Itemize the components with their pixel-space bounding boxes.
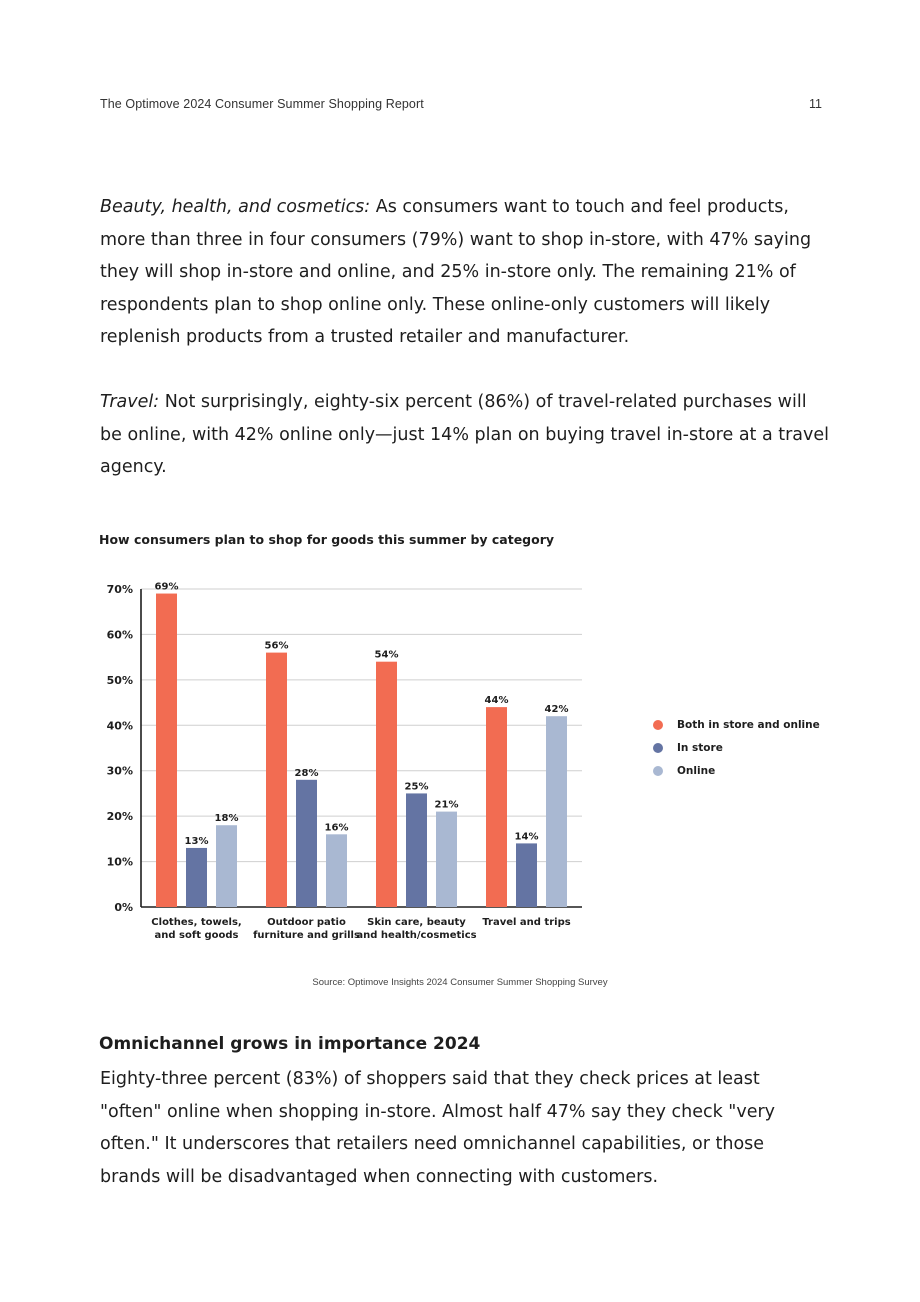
legend-item-online (653, 759, 820, 782)
bar-online (216, 825, 237, 907)
bar-both (156, 594, 177, 907)
x-tick-label: Clothes, towels, (151, 917, 242, 928)
data-label: 25% (404, 781, 429, 793)
bar-online (326, 834, 347, 907)
data-label: 18% (214, 813, 239, 825)
y-tick-label: 10% (106, 855, 133, 869)
bar-in-store (186, 848, 207, 907)
chart-source: Source: Optimove Insights 2024 Consumer Summer Shopping Survey (312, 977, 608, 988)
bar-both (266, 653, 287, 907)
bar-online (546, 716, 567, 907)
x-tick-label: and health/cosmetics (356, 930, 477, 941)
y-tick-label: 0% (114, 901, 133, 914)
page-number: 11 (809, 97, 822, 111)
y-tick-label: 60% (106, 628, 133, 642)
x-tick-label: furniture and grills (253, 930, 360, 941)
x-tick-label: Outdoor patio (267, 917, 346, 928)
bar-in-store (406, 793, 427, 907)
data-label: 14% (514, 831, 539, 843)
bar-both (486, 707, 507, 907)
x-tick-label: Travel and trips (482, 917, 571, 928)
legend-item-both (653, 713, 820, 736)
data-label: 56% (264, 640, 289, 652)
data-label: 28% (294, 767, 319, 779)
data-label: 13% (184, 835, 209, 847)
legend-label-in-store: In store (677, 741, 723, 754)
x-tick-label: Skin care, beauty (367, 917, 466, 928)
x-tick-label: and soft goods (154, 930, 239, 941)
y-tick-label: 50% (106, 673, 133, 687)
legend-swatch-online (653, 766, 663, 776)
bar-in-store (516, 843, 537, 907)
legend-swatch-in-store (653, 743, 663, 753)
y-tick-label: 30% (106, 764, 133, 778)
omnichannel-heading: Omnichannel grows in importance 2024 (99, 1034, 481, 1054)
data-label: 54% (374, 649, 399, 661)
report-title: The Optimove 2024 Consumer Summer Shopping Report (100, 97, 424, 111)
bar-both (376, 662, 397, 907)
beauty-text: As consumers want to touch and feel products, more than three in four consumers (79%) want to shop in-store, with 47% saying they will shop in-store and online, and 25% in-store only. The remaining 21% of respondents plan to shop online only. These online-only customers will likely replenish products from a trusted retailer and manufacturer. (100, 197, 812, 347)
chart-legend (653, 713, 820, 782)
bar-online (436, 812, 457, 907)
travel-paragraph (100, 386, 830, 484)
travel-text: Not surprisingly, eighty-six percent (86%) of travel-related purchases will be online, with 42% online only—just 14% plan on buying travel in-store at a travel agency. (100, 392, 830, 477)
chart-title: How consumers plan to shop for goods this summer by category (99, 532, 555, 547)
y-tick-label: 40% (106, 719, 133, 733)
data-label: 16% (324, 822, 349, 834)
legend-label-both: Both in store and online (677, 718, 820, 731)
data-label: 69% (154, 581, 179, 593)
y-tick-label: 20% (106, 810, 133, 824)
y-tick-label: 70% (106, 583, 133, 596)
omnichannel-paragraph: Eighty-three percent (83%) of shoppers said that they check prices at least "often" online when shopping in-store. Almost half 47% say they check "very often." It underscores that retailers need omnichannel capabilities, or those brands will be disadvantaged when connecting with customers. (100, 1069, 776, 1187)
bar-in-store (296, 780, 317, 907)
data-label: 21% (434, 799, 459, 811)
data-label: 44% (484, 695, 509, 707)
travel-label: Travel: (100, 392, 160, 412)
data-label: 42% (544, 704, 569, 716)
beauty-paragraph (100, 191, 830, 354)
legend-swatch-both (653, 720, 663, 730)
beauty-label: Beauty, health, and cosmetics: (100, 197, 371, 217)
legend-label-online: Online (677, 764, 716, 777)
legend-item-in-store (653, 736, 820, 759)
